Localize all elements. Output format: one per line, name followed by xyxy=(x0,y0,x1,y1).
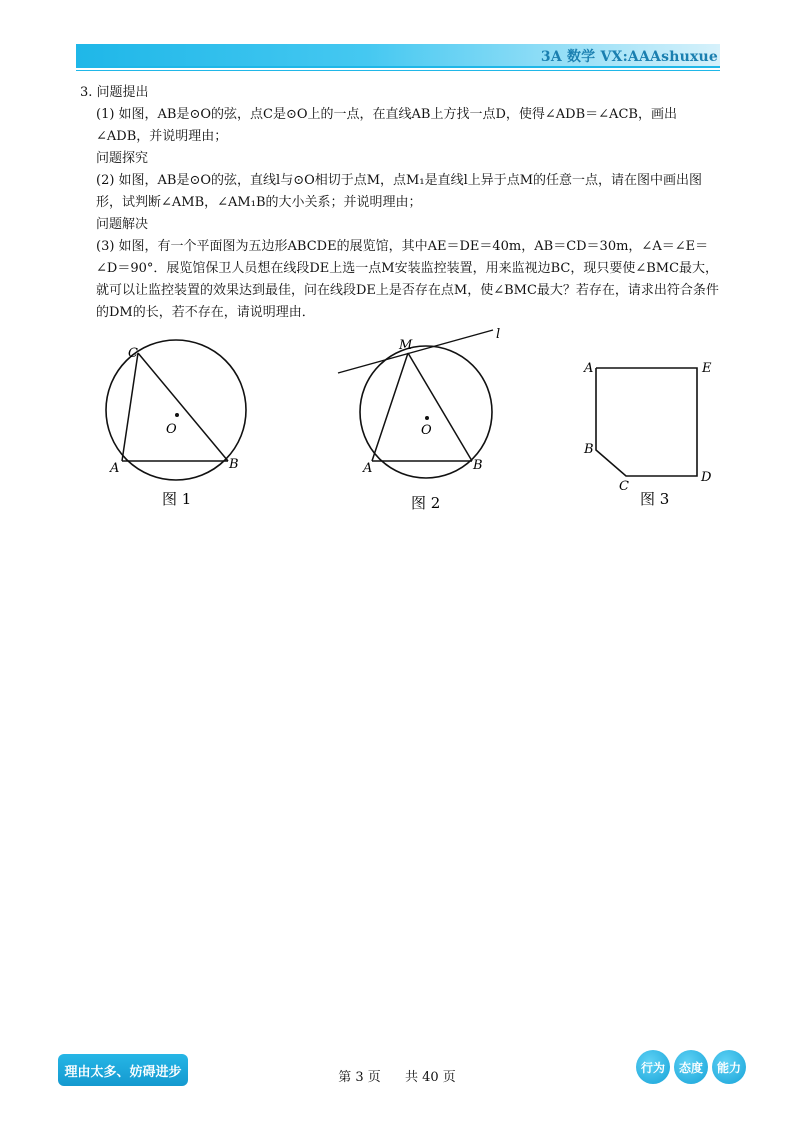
header-rule-thin xyxy=(76,70,720,71)
fig1-label-a: A xyxy=(110,461,120,476)
fig2-label-a: A xyxy=(363,461,373,476)
fig3-label-c: C xyxy=(619,479,629,494)
figure-2 xyxy=(338,327,500,512)
figure-1 xyxy=(106,340,246,508)
figure-3 xyxy=(583,361,712,508)
section-explore: 问题探究 xyxy=(96,151,149,166)
fig1-label-o: O xyxy=(166,422,177,437)
problem-part2: (2) 如图，AB是⊙O的弦，直线l与⊙O相切于点M，点M₁是直线l上异于点M的任意一点，请在图中画出图形，试判断∠AMB，∠AM₁B的大小关系；并说明理由； xyxy=(96,173,703,210)
fig2-label-m: M xyxy=(399,338,413,353)
fig3-label-a: A xyxy=(584,361,594,376)
fig1-line-cb xyxy=(138,353,228,461)
header-rule xyxy=(76,66,720,68)
page-total: 共 40 页 xyxy=(404,1070,456,1085)
fig1-label-c: C xyxy=(128,346,138,361)
fig3-label-d: D xyxy=(701,470,712,485)
figures xyxy=(0,320,794,520)
problem-block xyxy=(80,82,720,324)
fig3-caption: 图 3 xyxy=(640,490,670,508)
fig1-label-b: B xyxy=(229,457,239,472)
problem-part3: (3) 如图，有一个平面图为五边形ABCDE的展览馆，其中AE＝DE＝40m，AB＝CD＝30m，∠A＝∠E＝∠D＝90°．展览馆保卫人员想在线段DE上选一点M安装监控装置，用来监视边BC，现只要使∠BMC最大，就可以让监控装置的效果达到最佳，问在线段DE上是否存在点M，使∠BMC最大？若存在，请求出符合条件的DM的长，若不存在，请说明理由． xyxy=(96,239,719,320)
fig1-line-ca xyxy=(122,353,138,461)
fig1-center-dot xyxy=(175,413,179,417)
problem-part1: (1) 如图，AB是⊙O的弦，点C是⊙O上的一点，在直线AB上方找一点D，使得∠ADB＝∠ACB，画出∠ADB，并说明理由； xyxy=(96,107,677,144)
fig1-caption: 图 1 xyxy=(162,490,192,508)
fig2-label-o: O xyxy=(421,423,432,438)
fig3-label-b: B xyxy=(584,442,594,457)
fig3-label-e: E xyxy=(702,361,712,376)
fig2-caption: 图 2 xyxy=(411,494,441,512)
page-current: 第 3 页 xyxy=(338,1070,381,1085)
fig2-line-ma xyxy=(372,353,408,461)
pill-ability: 能力 xyxy=(712,1050,746,1084)
header-title: 3A 数学 VX:AAAshuxue xyxy=(540,49,718,65)
fig2-label-b: B xyxy=(473,458,483,473)
fig2-line-mb xyxy=(408,353,472,461)
fig2-center-dot xyxy=(425,416,429,420)
footer-slogan-badge: 理由太多、妨碍进步 xyxy=(58,1054,188,1086)
pill-behavior: 行为 xyxy=(636,1050,670,1084)
problem-title: 3. 问题提出 xyxy=(80,85,149,100)
footer-pills xyxy=(636,1050,746,1084)
section-solve: 问题解决 xyxy=(96,217,149,232)
fig1-circle xyxy=(106,340,246,480)
fig2-label-l: l xyxy=(496,327,501,342)
pill-attitude: 态度 xyxy=(674,1050,708,1084)
fig3-pentagon xyxy=(596,368,697,476)
